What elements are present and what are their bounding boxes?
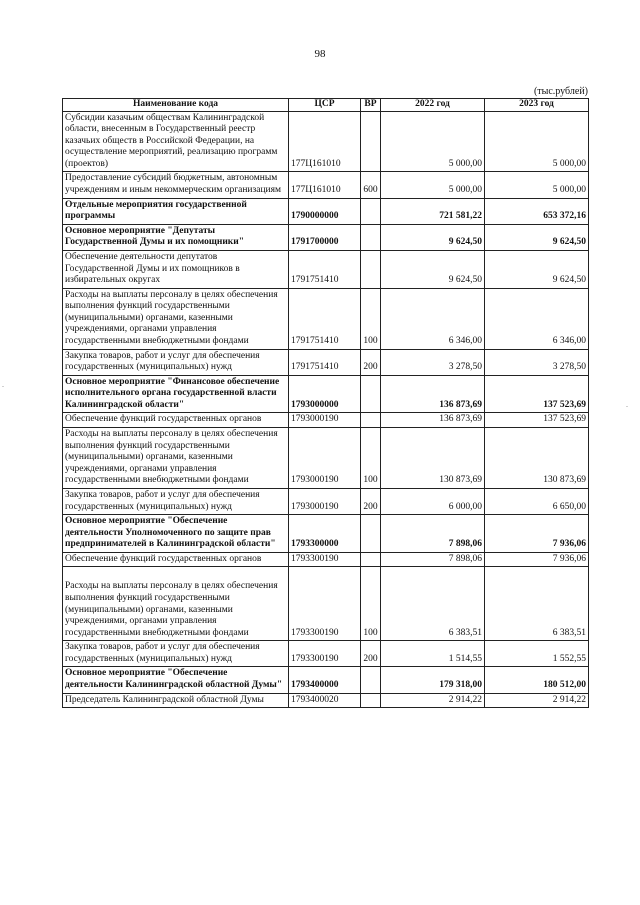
cell-name: Субсидии казачьим обществам Калининградской области, внесенным в Государственный реестр казачьих обществ в Российской Федерации, на осуществление мероприятий, реализацию программ (проектов) [63, 111, 289, 172]
cell-vr [361, 413, 381, 428]
cell-2023: 6 383,51 [485, 567, 589, 641]
table-row [63, 488, 589, 514]
cell-csr: 1793400020 [289, 693, 361, 708]
table-row [63, 428, 589, 489]
header-row [63, 99, 589, 112]
budget-table [62, 98, 589, 708]
cell-name: Расходы на выплаты персоналу в целях обеспечения выполнения функций государственными (муниципальными) органами, казенными учреждениями, органами управления государственными внебюджетными фондами [63, 288, 289, 349]
right-margin-mark: . [626, 400, 628, 409]
header-2023: 2023 год [485, 99, 589, 112]
cell-name: Закупка товаров, работ и услуг для обеспечения государственных (муниципальных) нужд [63, 641, 289, 667]
cell-csr: 1793000190 [289, 413, 361, 428]
cell-2023: 6 650,00 [485, 488, 589, 514]
cell-vr [361, 224, 381, 250]
cell-2023: 1 552,55 [485, 641, 589, 667]
cell-csr: 1791751410 [289, 349, 361, 375]
cell-csr: 1793400000 [289, 667, 361, 693]
cell-vr: 100 [361, 288, 381, 349]
cell-2022: 136 873,69 [381, 413, 485, 428]
cell-2023: 137 523,69 [485, 375, 589, 413]
cell-csr: 1791751410 [289, 250, 361, 288]
cell-name: Закупка товаров, работ и услуг для обеспечения государственных (муниципальных) нужд [63, 349, 289, 375]
table-row [63, 288, 589, 349]
cell-2022: 7 898,06 [381, 552, 485, 567]
cell-vr [361, 667, 381, 693]
table-row [63, 567, 589, 641]
table-header [63, 99, 589, 112]
cell-2023: 9 624,50 [485, 250, 589, 288]
cell-2023: 9 624,50 [485, 224, 589, 250]
cell-2022: 5 000,00 [381, 172, 485, 198]
cell-csr: 1791700000 [289, 224, 361, 250]
cell-vr [361, 693, 381, 708]
cell-name: Основное мероприятие "Депутаты Государственной Думы и их помощники" [63, 224, 289, 250]
cell-2022: 130 873,69 [381, 428, 485, 489]
table-row [63, 413, 589, 428]
table-row [63, 198, 589, 224]
cell-csr: 177Ц161010 [289, 172, 361, 198]
cell-2022: 5 000,00 [381, 111, 485, 172]
header-csr: ЦСР [289, 99, 361, 112]
cell-vr [361, 375, 381, 413]
units-label: (тыс.рублей) [533, 86, 588, 97]
table-row [63, 375, 589, 413]
cell-2022: 136 873,69 [381, 375, 485, 413]
cell-csr: 1790000000 [289, 198, 361, 224]
cell-2023: 180 512,00 [485, 667, 589, 693]
cell-2022: 2 914,22 [381, 693, 485, 708]
cell-csr: 1791751410 [289, 288, 361, 349]
cell-csr: 1793000190 [289, 428, 361, 489]
cell-name: Отдельные мероприятия государственной программы [63, 198, 289, 224]
cell-csr: 1793300000 [289, 515, 361, 553]
cell-name: Расходы на выплаты персоналу в целях обеспечения выполнения функций государственными (муниципальными) органами, казенными учреждениями, органами управления государственными внебюджетными фондами [63, 428, 289, 489]
cell-csr: 1793300190 [289, 552, 361, 567]
cell-vr [361, 250, 381, 288]
cell-2023: 137 523,69 [485, 413, 589, 428]
cell-2023: 7 936,06 [485, 515, 589, 553]
cell-csr: 1793000190 [289, 488, 361, 514]
cell-name: Председатель Калининградской областной Думы [63, 693, 289, 708]
page-number: 98 [314, 48, 326, 60]
table-row [63, 250, 589, 288]
table-row [63, 693, 589, 708]
cell-2022: 9 624,50 [381, 250, 485, 288]
header-name: Наименование кода [63, 99, 289, 112]
cell-2023: 7 936,06 [485, 552, 589, 567]
cell-csr: 177Ц161010 [289, 111, 361, 172]
cell-csr: 1793000000 [289, 375, 361, 413]
cell-2023: 5 000,00 [485, 172, 589, 198]
cell-2022: 7 898,06 [381, 515, 485, 553]
cell-csr: 1793300190 [289, 641, 361, 667]
cell-2022: 6 000,00 [381, 488, 485, 514]
cell-2022: 179 318,00 [381, 667, 485, 693]
cell-vr [361, 515, 381, 553]
cell-2023: 5 000,00 [485, 111, 589, 172]
cell-2022: 6 383,51 [381, 567, 485, 641]
cell-2023: 653 372,16 [485, 198, 589, 224]
cell-name: Основное мероприятие "Обеспечение деятельности Уполномоченного по защите прав предпринимателей в Калининградской области" [63, 515, 289, 553]
cell-2022: 9 624,50 [381, 224, 485, 250]
cell-vr [361, 198, 381, 224]
cell-vr: 200 [361, 349, 381, 375]
cell-name: Предоставление субсидий бюджетным, автономным учреждениям и иным некоммерческим организациям [63, 172, 289, 198]
cell-name: Расходы на выплаты персоналу в целях обеспечения выполнения функций государственными (муниципальными) органами, казенными учреждениями, органами управления государственными внебюджетными фондами [63, 567, 289, 641]
cell-2023: 2 914,22 [485, 693, 589, 708]
table-row [63, 172, 589, 198]
cell-vr [361, 111, 381, 172]
cell-name: Основное мероприятие "Обеспечение деятельности Калининградской областной Думы" [63, 667, 289, 693]
left-margin-mark: . [2, 380, 4, 389]
cell-2022: 3 278,50 [381, 349, 485, 375]
cell-2022: 721 581,22 [381, 198, 485, 224]
cell-name: Обеспечение функций государственных органов [63, 413, 289, 428]
table-row [63, 552, 589, 567]
cell-name: Обеспечение деятельности депутатов Государственной Думы и их помощников в избирательных округах [63, 250, 289, 288]
cell-name: Закупка товаров, работ и услуг для обеспечения государственных (муниципальных) нужд [63, 488, 289, 514]
table-row [63, 515, 589, 553]
cell-vr: 100 [361, 428, 381, 489]
cell-vr: 100 [361, 567, 381, 641]
table-row [63, 111, 589, 172]
cell-2023: 6 346,00 [485, 288, 589, 349]
cell-vr: 200 [361, 641, 381, 667]
table-row [63, 349, 589, 375]
cell-name: Основное мероприятие "Финансовое обеспечение исполнительного органа государственной власти Калининградской области" [63, 375, 289, 413]
cell-2023: 3 278,50 [485, 349, 589, 375]
cell-csr: 1793300190 [289, 567, 361, 641]
cell-vr: 600 [361, 172, 381, 198]
cell-2022: 1 514,55 [381, 641, 485, 667]
cell-vr: 200 [361, 488, 381, 514]
cell-vr [361, 552, 381, 567]
table-row [63, 224, 589, 250]
table-row [63, 667, 589, 693]
cell-name: Обеспечение функций государственных органов [63, 552, 289, 567]
table-body [63, 111, 589, 708]
header-vr: ВР [361, 99, 381, 112]
table-row [63, 641, 589, 667]
cell-2022: 6 346,00 [381, 288, 485, 349]
header-2022: 2022 год [381, 99, 485, 112]
cell-2023: 130 873,69 [485, 428, 589, 489]
